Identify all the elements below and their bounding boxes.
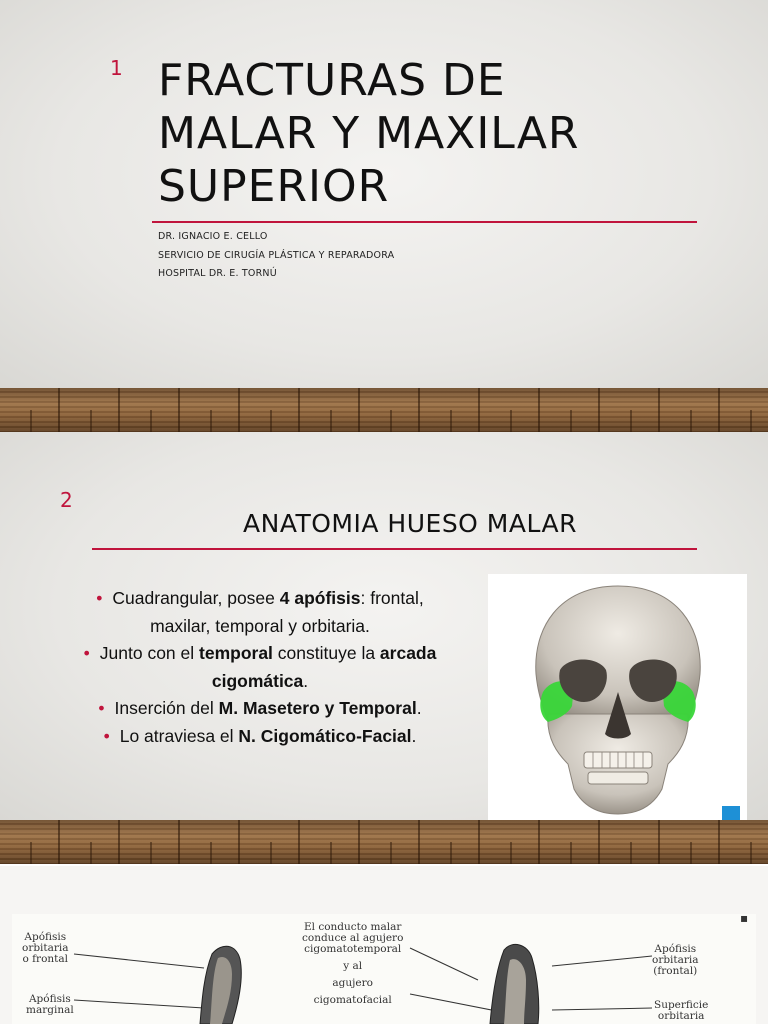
slide-title xyxy=(158,54,718,213)
title-divider xyxy=(92,548,697,550)
bullet-item: • Lo atraviesa el N. Cigomático-Facial. xyxy=(103,725,417,746)
bullet-dot-icon: • xyxy=(103,725,110,746)
label-apofisis-marginal: Apófisis marginal xyxy=(26,993,74,1016)
label-apofisis-orbitaria: Apófisis orbitaria o frontal xyxy=(22,931,69,965)
malar-bone-diagram xyxy=(12,914,756,1024)
label-apofisis-orbitaria-frontal: Apófisis orbitaria (frontal) xyxy=(652,943,699,977)
bullet-item: • Junto con el temporal constituye la arcada cigomática. xyxy=(83,643,437,691)
author-hospital: HOSPITAL DR. E. TORNÚ xyxy=(158,268,277,279)
bullet-dot-icon: • xyxy=(83,643,90,663)
bullet-item: • Inserción del M. Masetero y Temporal. xyxy=(98,698,422,718)
label-conducto-malar: El conducto malar conduce al agujero cigomatotemporal y al agujero cigomatofacial xyxy=(302,921,404,1006)
slide-title: ANATOMIA HUESO MALAR xyxy=(243,509,577,538)
bullet-item: • Cuadrangular, posee 4 apófisis: frontal, maxilar, temporal y orbitaria. xyxy=(96,588,424,636)
title-slide xyxy=(0,0,768,388)
title-line-1: FRACTURAS DE xyxy=(158,55,506,106)
wood-floor-decoration xyxy=(0,388,768,432)
author-department: SERVICIO DE CIRUGÍA PLÁSTICA Y REPARADORA xyxy=(158,250,395,261)
svg-text:▪: ▪ xyxy=(740,914,749,925)
slide-number: 1 xyxy=(110,56,123,80)
skull-illustration xyxy=(488,574,747,832)
author-name: DR. IGNACIO E. CELLO xyxy=(158,231,268,242)
title-line-2: MALAR Y MAXILAR xyxy=(158,108,580,159)
bullet-list xyxy=(40,585,480,750)
bullet-dot-icon: • xyxy=(98,698,105,718)
title-divider xyxy=(152,221,697,223)
label-superficie-orbitaria: Superficie orbitaria xyxy=(654,999,709,1022)
title-line-3: SUPERIOR xyxy=(158,161,390,212)
bullet-dot-icon: • xyxy=(96,588,103,608)
slide-number: 2 xyxy=(60,488,73,512)
wood-floor-decoration xyxy=(0,820,768,864)
